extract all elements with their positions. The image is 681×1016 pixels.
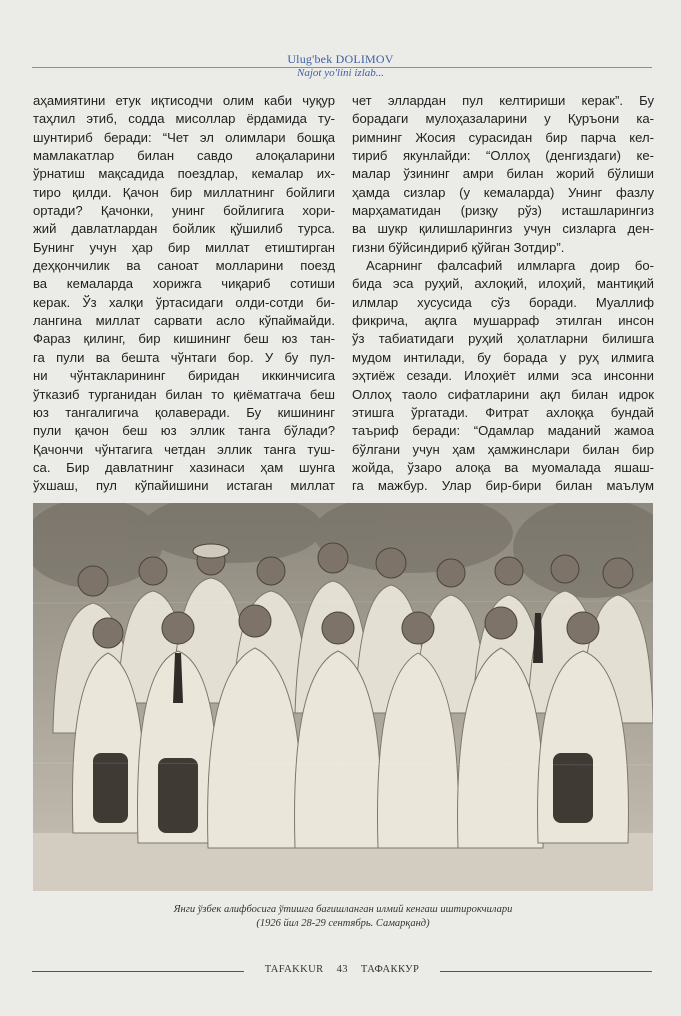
text-line: Оллоҳ таоло сифатларини ақл билан идрок bbox=[352, 386, 654, 402]
text-line: ортади? Қачонки, унинг бойлигига хори- bbox=[33, 203, 335, 219]
footer-rule-right bbox=[440, 971, 652, 972]
footer-rule-left bbox=[32, 971, 244, 972]
text-line: Қачончи чўнтагига четдан эллик танга туш- bbox=[33, 441, 335, 457]
text-line: керак. Ўз халқи ўртасидаги олди-сотди би- bbox=[33, 294, 335, 310]
text-line: лангина миллат сарвати асло кўпаймайди. bbox=[33, 313, 335, 329]
text-line: ўз табиатидаги руҳий ҳолатларни билишга bbox=[352, 331, 654, 347]
text-line: гизни бўйсиндириб қўйган Зотдир”. bbox=[352, 239, 565, 255]
text-line: ўрнатиш мақсадида поездлар, кемалар их- bbox=[33, 166, 335, 182]
text-line: этишга ўргатади. Фитрат ахлоққа бундай bbox=[352, 404, 654, 420]
text-line: шунтириб беради: “Чет эл олимлари бошқа bbox=[33, 129, 335, 145]
text-line: таъриф беради: “Одамлар маданий жамоа bbox=[352, 423, 654, 439]
page-number: 43 bbox=[336, 964, 348, 975]
text-line: мудом интилади, бу борада у руҳ илмига bbox=[352, 349, 654, 365]
text-line: жий давлатлардан бойлик қўшилиб турса. bbox=[33, 221, 335, 237]
text-line: Бунинг учун ҳар бир миллат етиштирган bbox=[33, 239, 335, 255]
header-subtitle: Najot yo'lini izlab... bbox=[297, 67, 384, 79]
text-line: марҳаматидан (ризқу рўз) исташларингиз bbox=[352, 203, 654, 219]
caption-line: (1926 йил 28-29 сентябрь. Самарқанд) bbox=[256, 918, 430, 929]
text-line: ўхшаш, пул кўпайишини истаган миллат bbox=[33, 478, 335, 494]
page-footer bbox=[32, 964, 652, 978]
running-header bbox=[0, 52, 681, 80]
text-line: ни чўнтакларининг биридан иккинчисига bbox=[33, 368, 335, 384]
paragraph bbox=[33, 92, 335, 496]
text-line: жойда, ўзаро алоқа ва муомалада яшаш- bbox=[352, 459, 654, 475]
text-line: эҳтиёж сезади. Илоҳиёт илми эса инсонни bbox=[352, 368, 654, 384]
text-line: таҳлил этиб, содда мисоллар ёрдамида ту- bbox=[33, 111, 335, 127]
group-photograph bbox=[33, 503, 653, 891]
text-line: бўлгани учун ҳам ҳамжинслари билан бир bbox=[352, 441, 654, 457]
text-line: ва шукр қилишларингиз учун сизларга ден- bbox=[352, 221, 654, 237]
text-line: деҳқончилик ва саноат молларини поезд bbox=[33, 258, 335, 274]
left-text-column bbox=[33, 92, 335, 496]
header-author: Ulug'bek DOLIMOV bbox=[287, 52, 394, 66]
header-rule bbox=[32, 67, 652, 68]
footer-text bbox=[254, 964, 430, 975]
text-line: аҳамиятини етук иқтисодчи олим каби чуқур bbox=[33, 93, 335, 108]
paragraph bbox=[352, 92, 654, 257]
text-line: ўтказиб турганидан билан то қиёматгача беш bbox=[33, 386, 335, 402]
text-line: га мажбур. Улар бир-бири билан маълум bbox=[352, 478, 654, 494]
photo-caption bbox=[33, 903, 653, 931]
text-line: ва кемаларда хорижга чиқариб сотиши bbox=[33, 276, 335, 292]
text-line: малар ўзининг амри билан жорий бўлиши bbox=[352, 166, 654, 182]
text-line: римнинг Жосия сурасидан бир парча кел- bbox=[352, 129, 654, 145]
text-line: тиро қилди. Қачон бир миллатнинг бойлиги bbox=[33, 184, 335, 200]
text-line: ҳамда сизлар (у кемаларда) Унинг фазлу bbox=[352, 184, 654, 200]
text-line: фикрича, ақлга мушарраф этилган инсон bbox=[352, 313, 654, 329]
text-line: тириб якунлайди: “Оллоҳ (денгиздаги) ке- bbox=[352, 148, 654, 164]
caption-line: Янги ўзбек алифбосига ўтишга бағишланган илмий кенгаш иштирокчилари bbox=[173, 904, 513, 915]
text-line: бида эса руҳий, ахлоқий, илоҳий, мантиқий bbox=[352, 276, 654, 292]
paragraph bbox=[352, 257, 654, 495]
text-line: илмлар хусусида сўз боради. Муаллиф bbox=[352, 294, 654, 310]
group-photo-illustration bbox=[33, 503, 653, 891]
text-line: чет эллардан пул келтириши керак”. Бу bbox=[352, 93, 654, 108]
text-line: Асарнинг фалсафий илмларга доир бо- bbox=[366, 258, 654, 274]
text-line: мамлакатлар билан савдо алоқаларини bbox=[33, 148, 335, 164]
text-line: са. Бир давлатнинг хазинаси ҳам шунга bbox=[33, 459, 335, 475]
footer-journal-cyrillic: ТАФАККУР bbox=[360, 964, 420, 975]
text-line: пули қачон беш юз эллик танга бўлади? bbox=[33, 423, 335, 439]
text-line: га пули ва бешта чўнтаги бор. У бу пул- bbox=[33, 349, 335, 365]
text-line: юз тангалигича қолаверади. Бу кишининг bbox=[33, 404, 335, 420]
footer-journal-latin: TAFAKKUR bbox=[264, 964, 324, 975]
text-line: борадаги мулоҳазаларини у Қуръони ка- bbox=[352, 111, 654, 127]
right-text-column bbox=[352, 92, 654, 496]
text-line: Фараз қилинг, бир кишининг беш юз тан- bbox=[33, 331, 335, 347]
